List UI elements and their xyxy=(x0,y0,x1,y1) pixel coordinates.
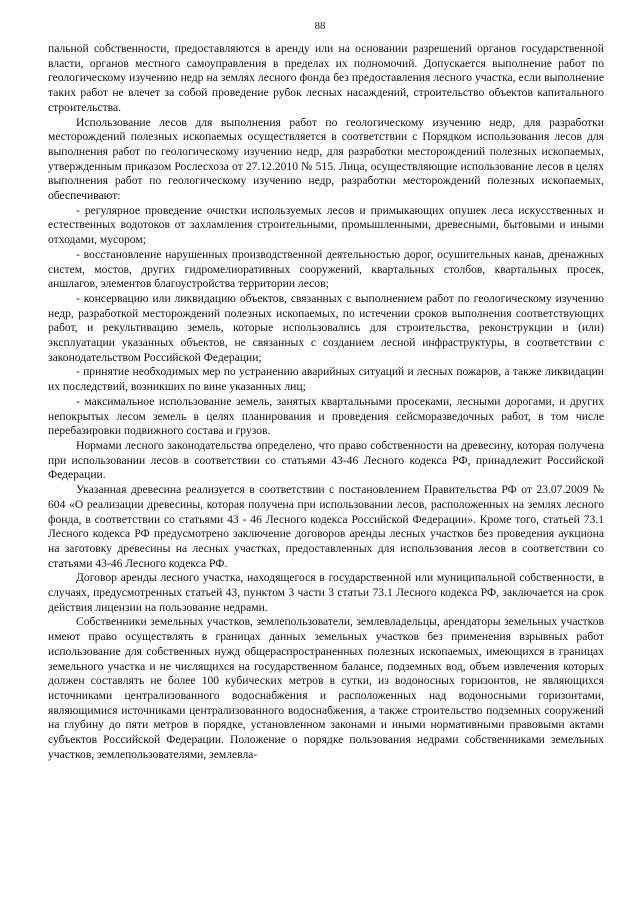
paragraph-timber-ownership: Нормами лесного законодательства определено, что право собственности на древесину, которая получена при использовании лесов в соответствии со статьями 43-46 Лесного кодекса РФ, принадлежит Российской Федерации. xyxy=(48,438,604,482)
page-number: 88 xyxy=(314,20,326,32)
paragraph-continued: пальной собственности, предоставляются в аренду или на основании разрешений органов государственной власти, органов местного самоуправления в пределах их полномочий. Допускается выполнение работ по геологическому изучению недр на землях лесного фонда без предоставления лесного участка, если выполнение таких работ не влечет за собой проведение рубок лесных насаждений, строительство объектов капитального строительства. xyxy=(48,42,604,114)
list-item-cleaning: - регулярное проведение очистки используемых лесов и примыкающих опушек леса искусственных и естественных водотоков от захламления строительными, промышленными, древесными, бытовыми и иными отходами, мусором; xyxy=(48,203,604,247)
list-item-emergency: - принятие необходимых мер по устранению аварийных ситуаций и лесных пожаров, а также ликвидации их последствий, возникших по вине указанных лиц; xyxy=(48,365,604,394)
paragraph-lease-term: Договор аренды лесного участка, находящегося в государственной или муниципальной собственности, в случаях, предусмотренных статьей 43, пунктом 3 части 3 статьи 73.1 Лесного кодекса РФ, заключается на срок действия лицензии на пользование недрами. xyxy=(48,571,604,614)
paragraph-landowners-rights: Собственники земельных участков, землепользователи, землевладельцы, арендаторы земельных участков имеют право осуществлять в границах данных земельных участков без применения взрывных работ использование для собственных нужд общераспространенных полезных ископаемых, имеющихся в границах земельного участка и не числящихся на государственном балансе, подземных вод, объем извлечения которых должен составлять не более 100 кубических метров в сутки, из водоносных горизонтов, не являющихся источниками централизованного водоснабжения и расположенных над водоносными горизонтами, являющимися источниками централизованного водоснабжения, а также строительство подземных сооружений на глубину до пяти метров в порядке, установленном законами и иными нормативными правовыми актами субъектов Российской Федерации. Положение о порядке пользования недрами собственниками земельных участков, землепользователями, землевла- xyxy=(48,615,604,761)
list-item-land-use: - максимальное использование земель, занятых квартальными просеками, лесными дорогами, и других непокрытых лесом земель в целях планирования и проведения сейсморазведочных работ, в том числе перебазировки подвижного состава и грузов. xyxy=(48,394,604,438)
paragraph-timber-sale: Указанная древесина реализуется в соответствии с постановлением Правительства РФ от 23.07.2009 № 604 «О реализации древесины, которая получена при использовании лесов, расположенных на землях лесного фонда, в соответствии со статьями 43 - 46 Лесного кодекса Российской Федерации». Кроме того, статьей 73.1 Лесного кодекса РФ предусмотрено заключение договоров аренды лесных участков без проведения аукциона на заготовку древесины на лесных участках, предоставленных для использования лесов в соответствии со статьями 43-46 Лесного кодекса РФ. xyxy=(48,483,604,570)
paragraph-forest-use-geology: Использование лесов для выполнения работ по геологическому изучению недр, для разработки месторождений полезных ископаемых осуществляется в соответствии с Порядком использования лесов для выполнения работ по геологическому изучению недр, для разработки месторождений полезных ископаемых, утвержденным приказом Рослесхоза от 27.12.2010 № 515. Лица, осуществляющие использование лесов в целях выполнения работ по геологическому изучению недр, разработки месторождений полезных ископаемых, обеспечивают: xyxy=(48,115,604,203)
list-item-restoration: - восстановление нарушенных производственной деятельностью дорог, осушительных канав, дренажных систем, мостов, других гидромелиоративных сооружений, квартальных столбов, квартальных просек, аншлагов, элементов благоустройства территории лесов; xyxy=(48,247,604,291)
document-body xyxy=(48,42,604,762)
list-item-conservation: - консервацию или ликвидацию объектов, связанных с выполнением работ по геологическому изучению недр, разработкой месторождений полезных ископаемых, по истечении сроков выполнения соответствующих работ, и рекультивацию земель, которые использовались для строительства, реконструкции и (или) эксплуатации указанных объектов, не связанных с созданием лесной инфраструктуры, в соответствии с законодательством Российской Федерации; xyxy=(48,291,604,364)
